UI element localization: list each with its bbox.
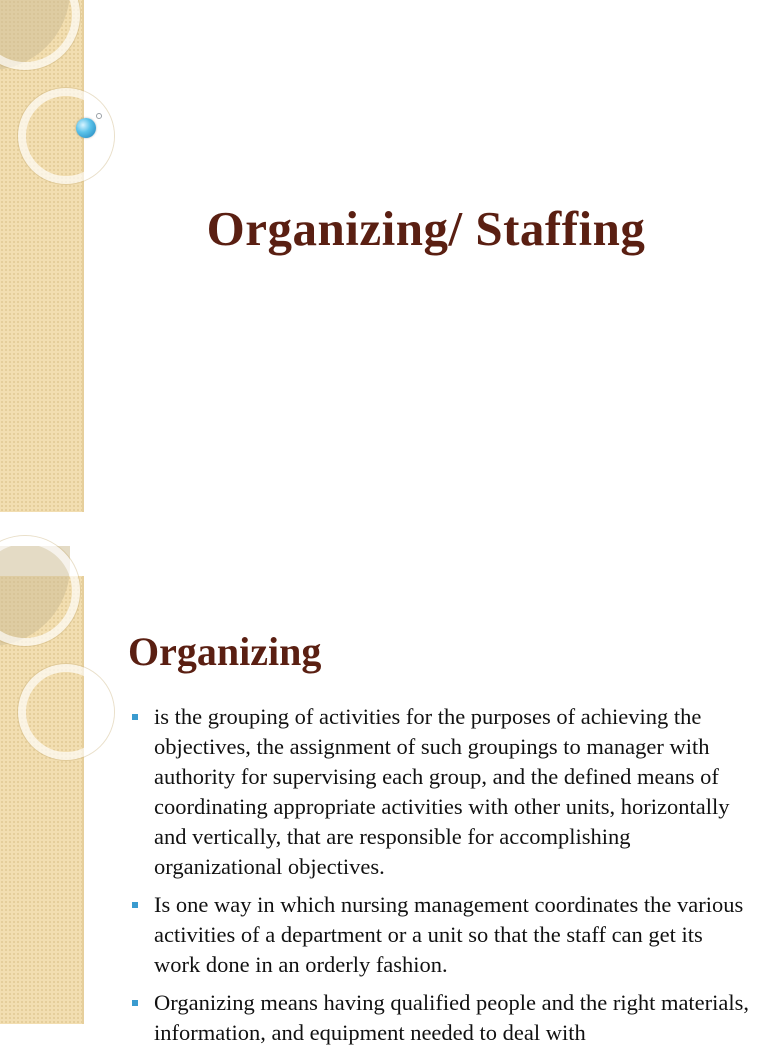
slide-title xyxy=(0,0,768,512)
blue-orb-icon xyxy=(76,118,96,138)
bullet-item xyxy=(132,988,752,1048)
bullet-text: is the grouping of activities for the purposes of achieving the objectives, the assignment of such groupings to manager with authority for supervising each group, and the defined means of coordinating appropriate activities with other units, horizontally and vertically, that are responsible for accomplishing organizational objectives. xyxy=(154,704,730,879)
bullet-text: Is one way in which nursing management coordinates the various activities of a department or a unit so that the staff can get its work done in an orderly fashion. xyxy=(154,892,744,977)
slide-organizing xyxy=(0,576,768,1045)
bullet-text: Organizing means having qualified people and the right materials, information, and equipment needed to deal with xyxy=(154,990,750,1045)
section-heading: Organizing xyxy=(128,629,322,674)
bullet-list xyxy=(132,702,752,1056)
square-bullet-icon xyxy=(132,902,138,908)
decorative-ring-top xyxy=(0,0,80,70)
slide-title-text: Organizing/ Staffing xyxy=(206,201,646,256)
bullet-item xyxy=(132,702,752,882)
decorative-side-strip xyxy=(0,0,84,512)
small-circle-icon xyxy=(96,113,102,119)
decorative-ring-middle xyxy=(18,664,114,760)
bullet-item xyxy=(132,890,752,980)
slide-gap xyxy=(0,512,768,576)
decorative-ring-middle xyxy=(18,88,114,184)
square-bullet-icon xyxy=(132,714,138,720)
decorative-side-strip xyxy=(0,576,84,1024)
square-bullet-icon xyxy=(132,1000,138,1006)
